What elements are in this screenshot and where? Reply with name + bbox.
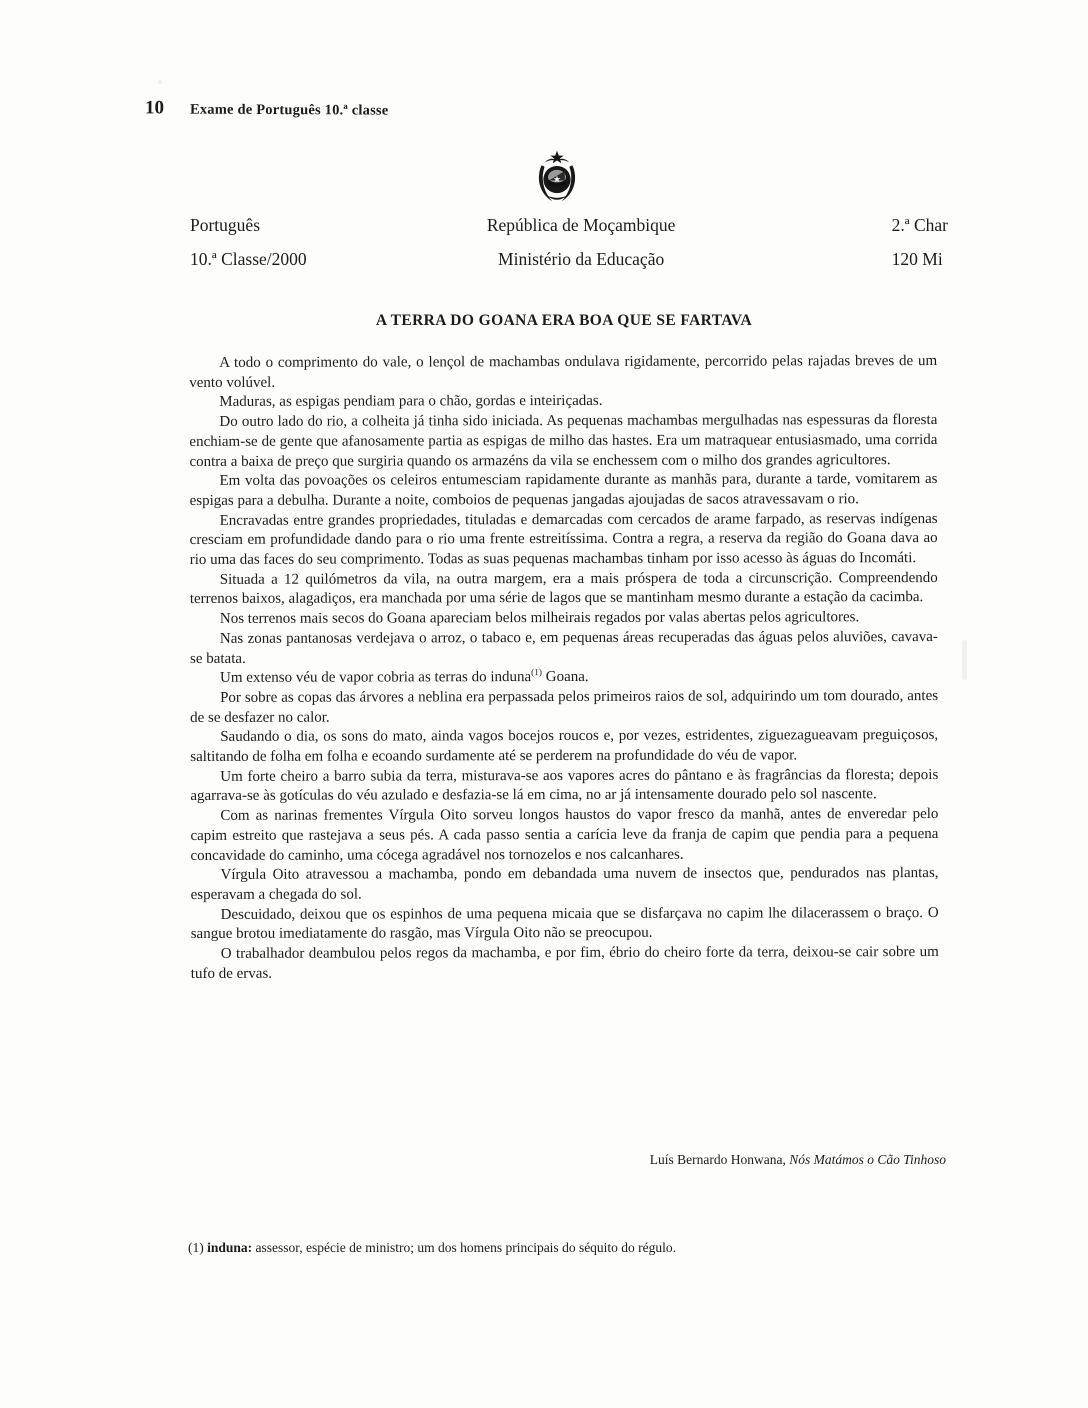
footnote xyxy=(188,1240,936,1256)
scan-artifact xyxy=(158,80,162,84)
footnote-reference-superscript: (1) xyxy=(531,668,543,679)
passage-text: Descuidado, deixou que os espinhos de uma pequena micaia que se disfarçava no capim lhe dilacerassem o braço. O sangue brotou imediatamente do rasgão, mas Vírgula Oito não se preocupou. xyxy=(190,904,939,943)
footnote-definition: assessor, espécie de ministro; um dos homens principais do séquito do régulo. xyxy=(252,1240,677,1255)
passage-paragraph xyxy=(189,352,937,393)
exam-header xyxy=(190,208,948,276)
passage-text: Goana. xyxy=(542,669,589,686)
running-title: Exame de Português 10.ª classe xyxy=(189,101,389,119)
class-year-label: 10.ª Classe/2000 xyxy=(190,249,307,269)
passage-paragraph xyxy=(190,805,938,866)
passage-paragraph xyxy=(190,608,938,630)
ministry-label: Ministério da Educação xyxy=(498,249,665,269)
passage-text: Nos terrenos mais secos do Goana apareciam belos milheirais regados por valas abertas pelos agricultores. xyxy=(219,609,860,628)
passage-paragraph xyxy=(191,904,939,945)
footnote-marker: (1) xyxy=(188,1240,208,1255)
passage-paragraph xyxy=(189,470,937,511)
passage-text: Nas zonas pantanosas verdejava o arroz, o tabaco e, em pequenas áreas recuperadas das águas pelos aluviões, cavava-se batata. xyxy=(189,628,938,667)
attribution xyxy=(190,1152,946,1168)
passage-text: Maduras, as espigas pendiam para o chão, gordas e inteiriçadas. xyxy=(219,393,603,411)
passage-body xyxy=(189,352,939,984)
scan-artifact xyxy=(962,640,967,680)
subject-label: Português xyxy=(190,215,260,235)
passage-paragraph xyxy=(191,864,939,905)
passage-paragraph xyxy=(190,667,938,689)
passage-paragraph xyxy=(190,766,938,807)
passage-text: O trabalhador deambulou pelos regos da machamba, e por fim, ébrio do cheiro forte da terra, deixou-se cair sobre um tufo de ervas. xyxy=(190,944,939,982)
passage-text: Encravadas entre grandes propriedades, tituladas e demarcadas com cercados de arame farpado, as reservas indígenas cresciam em profundidade dando para o rio uma frente estreitíssima. Contra a regra, a reserva da região do Goana dava ao rio uma das faces do seu comprimento. Todas as suas pequenas machambas tinham por isso acesso às águas do Incomáti. xyxy=(189,510,938,569)
attribution-author: Luís Bernardo Honwana, xyxy=(649,1152,790,1167)
passage-text: Um forte cheiro a barro subia da terra, misturava-se aos vapores acres do pântano e às fragrâncias da floresta; depois agarrava-se às gotículas do véu azulado e desfazia-se lá em cima, no ar já intensamente dourado pelo sol nascente. xyxy=(190,766,939,805)
page-header xyxy=(145,97,389,120)
page-number: 10 xyxy=(144,97,165,119)
attribution-work: Nós Matámos o Cão Tinhoso xyxy=(789,1152,946,1167)
passage-text: A todo o comprimento do vale, o lençol de machambas ondulava rigidamente, percorrido pelas rajadas breves de um vento volúvel. xyxy=(189,353,938,391)
exam-header-center xyxy=(487,208,676,276)
passage-paragraph xyxy=(190,628,938,669)
passage-text: Situada a 12 quilómetros da vila, na outra margem, era a mais próspera de toda a circunscrição. Compreendendo terrenos baixos, alagadiços, era manchada por uma série de lagos que se mantinham mesmo durante a estação da cacimba. xyxy=(189,569,938,608)
passage-text: Vírgula Oito atravessou a machamba, pondo em debandada uma nuvem de insectos que, pendurados nas plantas, esperavam a chegada do sol. xyxy=(190,865,939,903)
exam-header-left xyxy=(190,208,307,276)
passage-text: Por sobre as copas das árvores a neblina era perpassada pelos primeiros raios de sol, adquirindo um tom dourado, antes de se desfazer no calor. xyxy=(190,687,939,726)
passage-text: Um extenso véu de vapor cobria as terras do induna xyxy=(220,669,532,687)
passage-text: Saudando o dia, os sons do mato, ainda vagos bocejos roucos e, por vezes, estridentes, ziguezagueavam preguiçosos, saltitando de folha em folha e ecoando surdamente até se perderem na profundidade do véu de vapor. xyxy=(190,727,939,766)
passage-paragraph xyxy=(189,391,937,413)
passage-paragraph xyxy=(191,943,939,984)
passage-text: Do outro lado do rio, a colheita já tinha sido iniciada. As pequenas machambas mergulhadas nas espessuras da floresta enchiam-se de gente que afanosamente partia as espigas de milho das hastes. Era um matraquear entusiasmado, uma corrida contra a baixa de preço que surgiria quando os armazéns da vila se enchessem com o milho dos grandes agricultores. xyxy=(189,412,938,470)
exam-header-right xyxy=(892,208,948,276)
footnote-term: induna: xyxy=(207,1240,253,1255)
passage-title: A TERRA DO GOANA ERA BOA QUE SE FARTAVA xyxy=(375,312,753,329)
passage-paragraph xyxy=(189,411,937,472)
coat-of-arms-icon xyxy=(533,150,581,206)
passage-paragraph xyxy=(190,687,938,728)
passage-paragraph xyxy=(190,510,938,571)
passage-text: Em volta das povoações os celeiros entumesciam rapidamente durante as manhãs para, durante a tarde, vomitarem as espigas para a debulha. Durante a noite, comboios de pequenas jangadas ajoujadas de sacos atravessavam o rio. xyxy=(189,471,938,509)
passage-text: Com as narinas frementes Vírgula Oito sorveu longos haustos do vapor fresco da manhã, antes de enveredar pelo capim estreito que rastejava a seus pés. A cada passo sentia a carícia leve da franja de capim que pendia para a pequena concavidade do caminho, uma cócega agradável nos tornozelos e nos calcanhares. xyxy=(190,806,939,864)
exam-duration-label: 120 Mi xyxy=(891,249,943,269)
passage-paragraph xyxy=(190,726,938,767)
republic-label: República de Moçambique xyxy=(486,215,676,235)
passage-paragraph xyxy=(190,569,938,610)
exam-call-label: 2.ª Char xyxy=(891,215,948,235)
